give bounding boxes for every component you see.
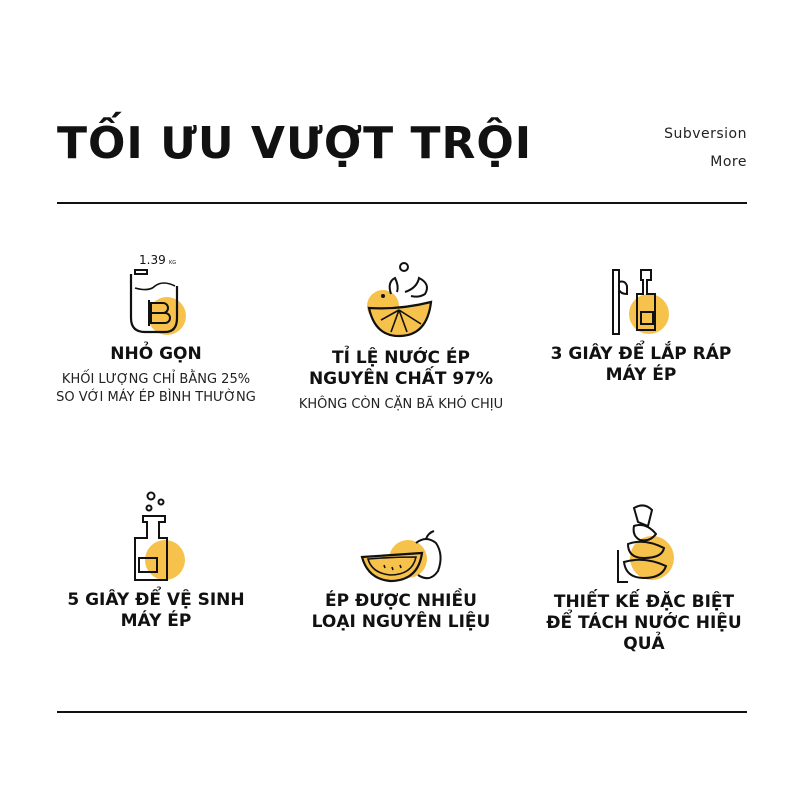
citrus-splash-icon bbox=[361, 258, 441, 342]
feature-title: ÉP ĐƯỢC NHIỀU LOẠI NGUYÊN LIỆU bbox=[311, 591, 491, 632]
brand-line-1: Subversion bbox=[664, 126, 747, 142]
fruits-icon bbox=[356, 495, 446, 585]
bottom-divider bbox=[57, 711, 747, 713]
assembly-icon bbox=[601, 264, 681, 338]
feature-separation bbox=[524, 500, 764, 655]
page-title: TỐI ƯU VƯỢT TRỘI bbox=[57, 118, 533, 169]
brand-text bbox=[664, 120, 747, 176]
feature-assembly bbox=[521, 264, 761, 386]
feature-title: 3 GIÂY ĐỂ LẮP RÁP MÁY ÉP bbox=[550, 344, 732, 385]
juicer-size-icon bbox=[121, 248, 191, 338]
feature-title: 5 GIÂY ĐỂ VỆ SINH MÁY ÉP bbox=[67, 590, 245, 631]
weight-label: 1.39 bbox=[139, 253, 166, 267]
feature-title: TỈ LỆ NƯỚC ÉP NGUYÊN CHẤT 97% bbox=[308, 348, 494, 389]
feature-title: NHỎ GỌN bbox=[110, 344, 202, 364]
feature-subtitle: KHÔNG CÒN CẶN BÃ KHÓ CHỊU bbox=[298, 397, 504, 412]
weight-unit: KG bbox=[169, 260, 177, 266]
juice-separation-icon bbox=[604, 500, 684, 586]
feature-ingredients bbox=[281, 495, 521, 633]
feature-compact bbox=[36, 248, 276, 407]
brand-line-2: More bbox=[710, 154, 747, 170]
feature-title: THIẾT KẾ ĐẶC BIỆT ĐỂ TÁCH NƯỚC HIỆU QUẢ bbox=[546, 592, 742, 654]
feature-subtitle: KHỐI LƯỢNG CHỈ BẰNG 25% SO VỚI MÁY ÉP BÌNH THƯỜNG bbox=[56, 372, 256, 405]
feature-cleaning bbox=[36, 488, 276, 632]
top-divider bbox=[57, 202, 747, 204]
cleaning-bottle-icon bbox=[121, 488, 191, 584]
feature-pure-juice bbox=[281, 258, 521, 414]
